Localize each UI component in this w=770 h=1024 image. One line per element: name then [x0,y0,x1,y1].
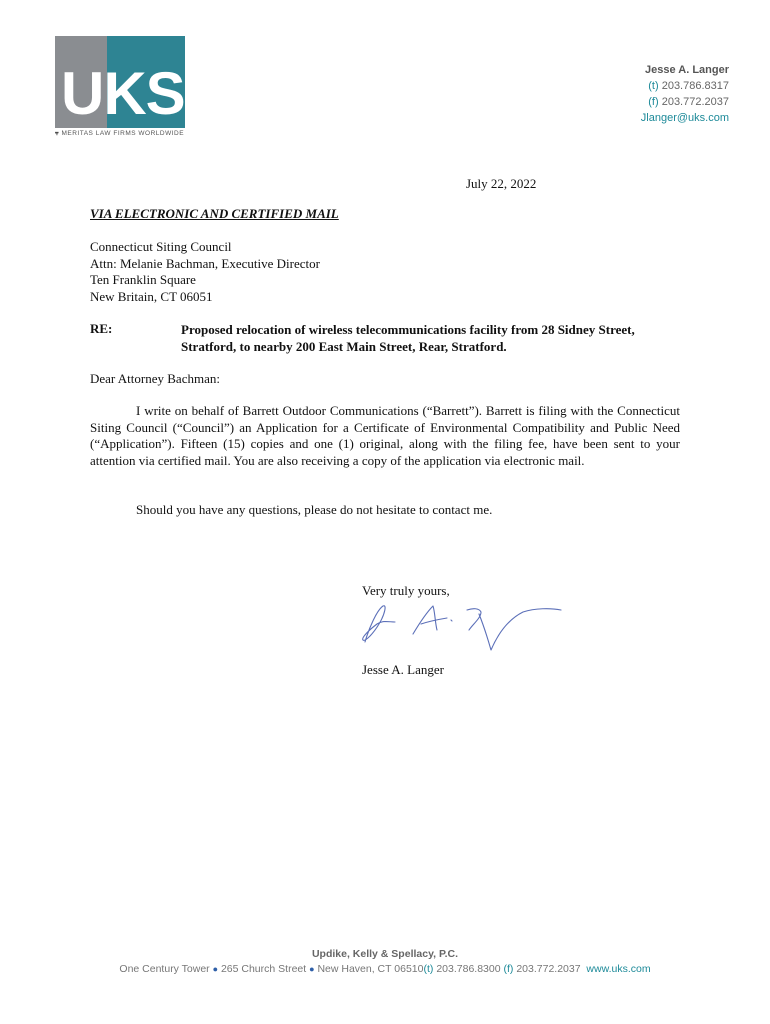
footer-firm-name: Updike, Kelly & Spellacy, P.C. [311,948,459,960]
footer-address-1: One Century Tower [119,963,210,975]
body-paragraph-2: Should you have any questions, please do not hesitate to contact me. [136,502,493,517]
recipient-city: New Britain, CT 06051 [90,288,213,304]
fax-label: (f) [648,96,659,108]
delivery-method: VIA ELECTRONIC AND CERTIFIED MAIL [90,206,339,221]
bullet-icon: ● [309,964,315,974]
footer-phone: 203.786.8300 [436,963,501,975]
sender-fax-line [641,94,729,110]
re-label: RE: [90,321,113,336]
recipient-address [90,239,320,305]
logo-tagline-text: MERITAS LAW FIRMS WORLDWIDE [61,130,185,137]
meritas-icon: ⫧ [55,130,60,137]
footer-website[interactable]: www.uks.com [586,963,651,975]
footer-fax-label: (f) [503,963,514,975]
logo-text: UKS [61,60,185,127]
phone-label: (t) [648,80,659,92]
footer-fax: 203.772.2037 [516,963,581,975]
logo-tagline [55,130,184,138]
signature-image [355,600,570,658]
sender-phone: 203.786.8317 [661,80,729,92]
sender-fax: 203.772.2037 [661,96,729,108]
body-paragraph-1: I write on behalf of Barrett Outdoor Communications (“Barrett”). Barrett is filing with the Connecticut Siting Council (“Council”) an Application for a Certificate of Environmental Compatibility and Public Need (“Application”). Fifteen (15) copies and one (1) original, along with the filing fee, have been sent to your attention via certified mail. You are also receiving a copy of the application via electronic mail. [90,403,680,468]
footer-phone-label: (t) [423,963,434,975]
footer-contact-line [0,963,770,975]
re-subject: Proposed relocation of wireless telecommunications facility from 28 Sidney Street, Stratford, to nearby 200 East Main Street, Rear, Stratford. [181,322,635,354]
footer-address-2: 265 Church Street [220,963,307,975]
recipient-street: Ten Franklin Square [90,272,196,287]
recipient-attn: Attn: Melanie Bachman, Executive Director [90,255,320,271]
sender-name: Jesse A. Langer [645,64,729,76]
recipient-org: Connecticut Siting Council [90,239,232,254]
salutation: Dear Attorney Bachman: [90,371,220,386]
sender-block [641,62,729,126]
letter-date: July 22, 2022 [466,176,537,191]
closing: Very truly yours, [362,583,450,598]
bullet-icon: ● [212,964,219,974]
footer-address-3: New Haven, CT 06510 [317,963,424,975]
sender-email[interactable]: Jlanger@uks.com [640,112,729,124]
sender-phone-line [641,78,729,94]
signer-name: Jesse A. Langer [362,662,444,677]
firm-logo [55,36,185,128]
